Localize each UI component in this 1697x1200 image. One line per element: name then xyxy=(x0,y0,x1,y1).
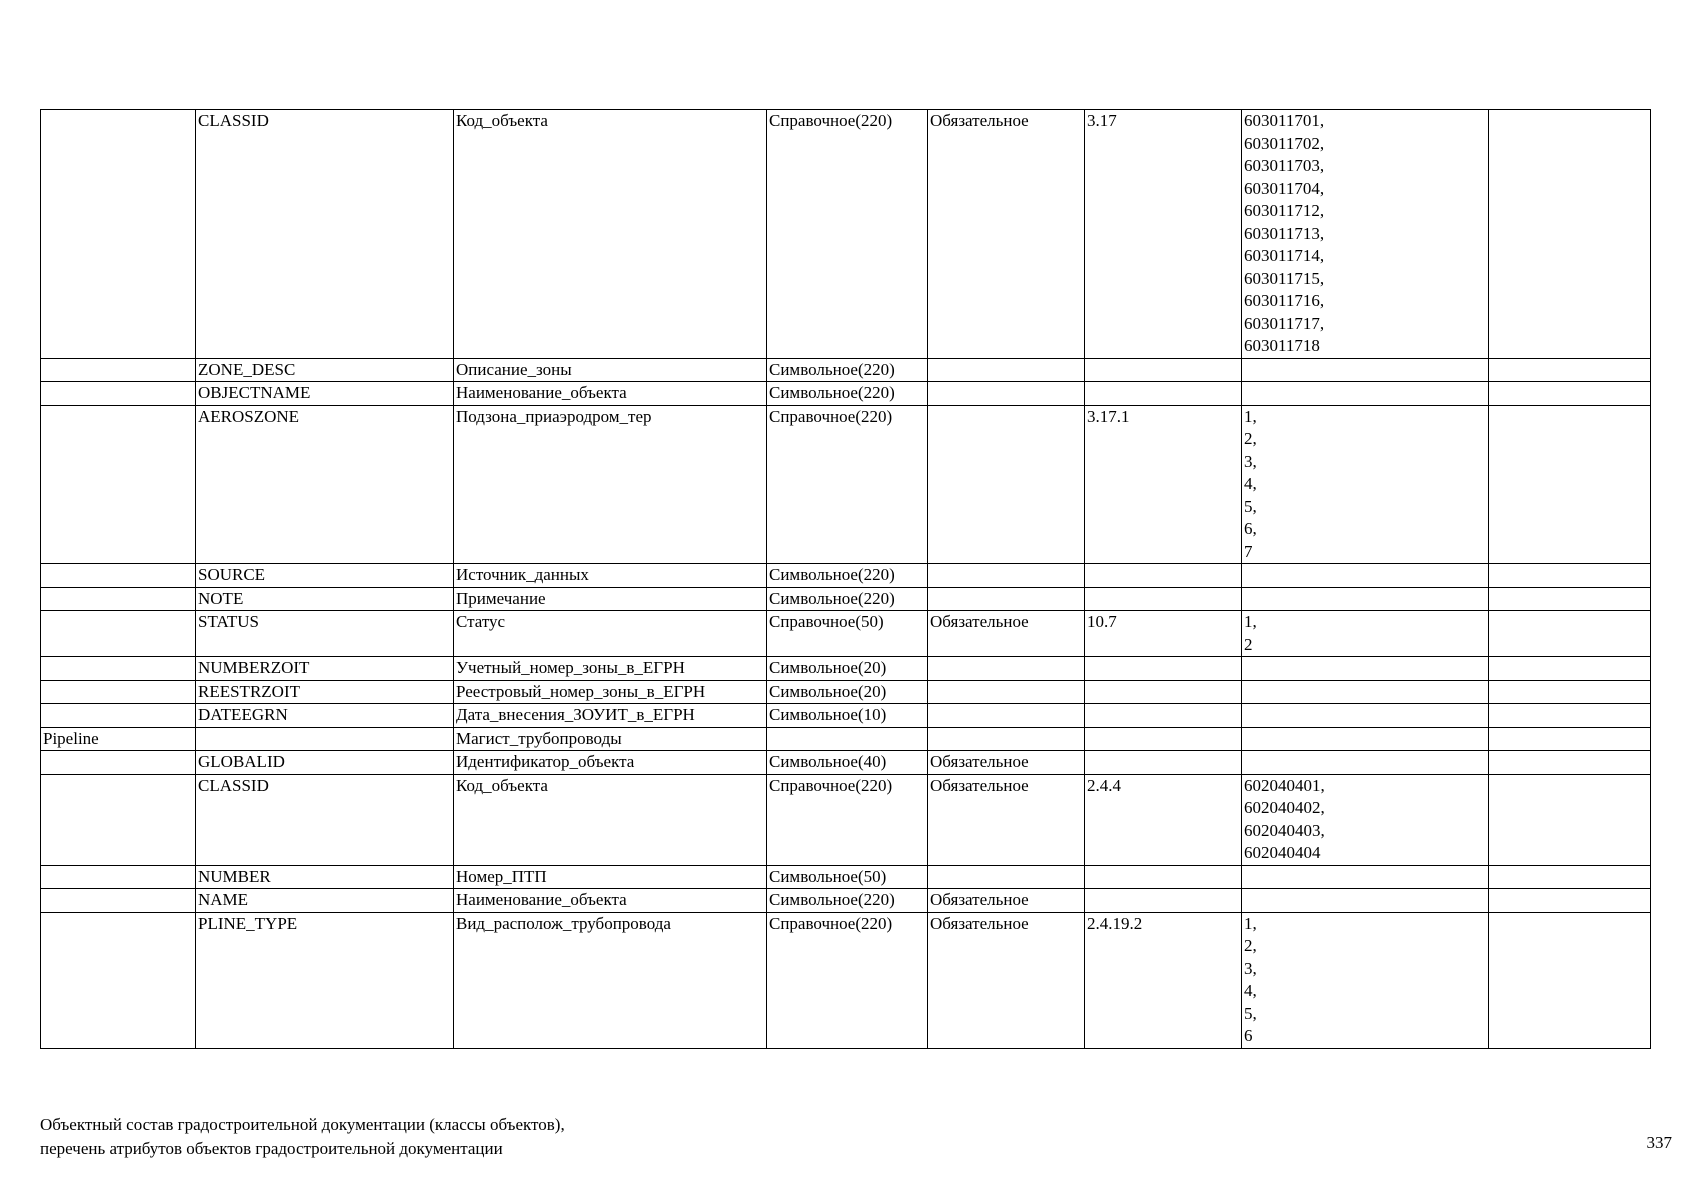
attribute-code-cell xyxy=(196,727,454,751)
class-name-cell xyxy=(41,889,196,913)
values-cell xyxy=(1242,865,1489,889)
note-cell xyxy=(1489,564,1651,588)
required-cell xyxy=(928,865,1085,889)
attribute-code-cell: NAME xyxy=(196,889,454,913)
note-cell xyxy=(1489,657,1651,681)
note-cell xyxy=(1489,912,1651,1048)
required-cell xyxy=(928,405,1085,564)
class-name-cell: Pipeline xyxy=(41,727,196,751)
attribute-name-cell: Наименование_объекта xyxy=(454,382,767,406)
attribute-code-cell: CLASSID xyxy=(196,110,454,359)
attribute-name-cell: Вид_располож_трубопровода xyxy=(454,912,767,1048)
attribute-name-cell: Реестровый_номер_зоны_в_ЕГРН xyxy=(454,680,767,704)
note-cell xyxy=(1489,889,1651,913)
required-cell xyxy=(928,657,1085,681)
values-cell xyxy=(1242,587,1489,611)
values-cell: 1, 2, 3, 4, 5, 6, 7 xyxy=(1242,405,1489,564)
reference-cell xyxy=(1085,865,1242,889)
footer-caption-line-2: перечень атрибутов объектов градостроительной документации xyxy=(40,1139,503,1158)
attribute-code-cell: SOURCE xyxy=(196,564,454,588)
type-cell: Символьное(40) xyxy=(767,751,928,775)
attribute-name-cell: Источник_данных xyxy=(454,564,767,588)
attribute-name-cell: Наименование_объекта xyxy=(454,889,767,913)
values-cell xyxy=(1242,889,1489,913)
required-cell xyxy=(928,727,1085,751)
required-cell: Обязательное xyxy=(928,889,1085,913)
required-cell xyxy=(928,704,1085,728)
reference-cell xyxy=(1085,358,1242,382)
reference-cell xyxy=(1085,587,1242,611)
table-row xyxy=(41,704,1651,728)
values-cell xyxy=(1242,358,1489,382)
type-cell: Справочное(220) xyxy=(767,912,928,1048)
required-cell xyxy=(928,587,1085,611)
class-name-cell xyxy=(41,865,196,889)
reference-cell: 3.17.1 xyxy=(1085,405,1242,564)
attribute-name-cell: Подзона_приаэродром_тер xyxy=(454,405,767,564)
reference-cell xyxy=(1085,657,1242,681)
type-cell: Символьное(220) xyxy=(767,889,928,913)
class-name-cell xyxy=(41,405,196,564)
reference-cell xyxy=(1085,727,1242,751)
attribute-code-cell: CLASSID xyxy=(196,774,454,865)
type-cell: Справочное(50) xyxy=(767,611,928,657)
attribute-name-cell: Статус xyxy=(454,611,767,657)
reference-cell: 2.4.19.2 xyxy=(1085,912,1242,1048)
attribute-name-cell: Описание_зоны xyxy=(454,358,767,382)
table-row xyxy=(41,358,1651,382)
attribute-code-cell: NUMBER xyxy=(196,865,454,889)
note-cell xyxy=(1489,704,1651,728)
required-cell: Обязательное xyxy=(928,774,1085,865)
reference-cell: 2.4.4 xyxy=(1085,774,1242,865)
type-cell: Справочное(220) xyxy=(767,405,928,564)
values-cell xyxy=(1242,564,1489,588)
note-cell xyxy=(1489,751,1651,775)
attribute-code-cell: REESTRZOIT xyxy=(196,680,454,704)
table-row xyxy=(41,774,1651,865)
table-row xyxy=(41,912,1651,1048)
table-row xyxy=(41,865,1651,889)
class-name-cell xyxy=(41,611,196,657)
attribute-name-cell: Примечание xyxy=(454,587,767,611)
class-name-cell xyxy=(41,382,196,406)
note-cell xyxy=(1489,774,1651,865)
reference-cell: 10.7 xyxy=(1085,611,1242,657)
values-cell xyxy=(1242,680,1489,704)
attribute-code-cell: GLOBALID xyxy=(196,751,454,775)
required-cell xyxy=(928,382,1085,406)
values-cell: 1, 2, 3, 4, 5, 6 xyxy=(1242,912,1489,1048)
class-name-cell xyxy=(41,358,196,382)
note-cell xyxy=(1489,587,1651,611)
note-cell xyxy=(1489,358,1651,382)
type-cell: Символьное(220) xyxy=(767,382,928,406)
footer-caption xyxy=(40,1113,565,1161)
attributes-table xyxy=(40,109,1651,1049)
values-cell: 602040401, 602040402, 602040403, 602040404 xyxy=(1242,774,1489,865)
type-cell: Символьное(20) xyxy=(767,657,928,681)
reference-cell xyxy=(1085,704,1242,728)
table-row xyxy=(41,587,1651,611)
table-row xyxy=(41,657,1651,681)
type-cell: Справочное(220) xyxy=(767,110,928,359)
type-cell: Символьное(50) xyxy=(767,865,928,889)
required-cell: Обязательное xyxy=(928,611,1085,657)
note-cell xyxy=(1489,727,1651,751)
class-name-cell xyxy=(41,680,196,704)
note-cell xyxy=(1489,405,1651,564)
table-row xyxy=(41,727,1651,751)
values-cell xyxy=(1242,727,1489,751)
footer-caption-line-1: Объектный состав градостроительной документации (классы объектов), xyxy=(40,1115,565,1134)
required-cell: Обязательное xyxy=(928,912,1085,1048)
required-cell xyxy=(928,358,1085,382)
required-cell: Обязательное xyxy=(928,751,1085,775)
values-cell xyxy=(1242,751,1489,775)
values-cell xyxy=(1242,704,1489,728)
table-body xyxy=(41,110,1651,1049)
attribute-code-cell: PLINE_TYPE xyxy=(196,912,454,1048)
table-row xyxy=(41,889,1651,913)
class-name-cell xyxy=(41,751,196,775)
attribute-code-cell: OBJECTNAME xyxy=(196,382,454,406)
class-name-cell xyxy=(41,110,196,359)
note-cell xyxy=(1489,382,1651,406)
values-cell xyxy=(1242,657,1489,681)
attribute-code-cell: DATEEGRN xyxy=(196,704,454,728)
attribute-code-cell: ZONE_DESC xyxy=(196,358,454,382)
table-row xyxy=(41,680,1651,704)
class-name-cell xyxy=(41,912,196,1048)
reference-cell: 3.17 xyxy=(1085,110,1242,359)
attribute-name-cell: Номер_ПТП xyxy=(454,865,767,889)
values-cell: 603011701, 603011702, 603011703, 603011704, 603011712, 603011713, 603011714, 603011715, 603011716, 603011717, 603011718 xyxy=(1242,110,1489,359)
type-cell: Символьное(20) xyxy=(767,680,928,704)
table-row xyxy=(41,611,1651,657)
required-cell: Обязательное xyxy=(928,110,1085,359)
reference-cell xyxy=(1085,751,1242,775)
table-row xyxy=(41,564,1651,588)
attribute-name-cell: Идентификатор_объекта xyxy=(454,751,767,775)
required-cell xyxy=(928,680,1085,704)
class-name-cell xyxy=(41,704,196,728)
class-name-cell xyxy=(41,774,196,865)
attribute-name-cell: Код_объекта xyxy=(454,774,767,865)
attribute-name-cell: Код_объекта xyxy=(454,110,767,359)
reference-cell xyxy=(1085,564,1242,588)
type-cell: Символьное(10) xyxy=(767,704,928,728)
table-row xyxy=(41,751,1651,775)
type-cell: Символьное(220) xyxy=(767,564,928,588)
type-cell xyxy=(767,727,928,751)
page-number: 337 xyxy=(1646,1133,1672,1152)
table-row xyxy=(41,382,1651,406)
table-row xyxy=(41,110,1651,359)
attribute-code-cell: AEROSZONE xyxy=(196,405,454,564)
attribute-code-cell: NUMBERZOIT xyxy=(196,657,454,681)
note-cell xyxy=(1489,110,1651,359)
attribute-name-cell: Учетный_номер_зоны_в_ЕГРН xyxy=(454,657,767,681)
attribute-name-cell: Магист_трубопроводы xyxy=(454,727,767,751)
type-cell: Символьное(220) xyxy=(767,587,928,611)
class-name-cell xyxy=(41,657,196,681)
required-cell xyxy=(928,564,1085,588)
class-name-cell xyxy=(41,564,196,588)
type-cell: Справочное(220) xyxy=(767,774,928,865)
reference-cell xyxy=(1085,382,1242,406)
attribute-name-cell: Дата_внесения_ЗОУИТ_в_ЕГРН xyxy=(454,704,767,728)
reference-cell xyxy=(1085,680,1242,704)
attribute-code-cell: NOTE xyxy=(196,587,454,611)
values-cell: 1, 2 xyxy=(1242,611,1489,657)
note-cell xyxy=(1489,611,1651,657)
values-cell xyxy=(1242,382,1489,406)
attribute-code-cell: STATUS xyxy=(196,611,454,657)
table-row xyxy=(41,405,1651,564)
note-cell xyxy=(1489,680,1651,704)
class-name-cell xyxy=(41,587,196,611)
note-cell xyxy=(1489,865,1651,889)
reference-cell xyxy=(1085,889,1242,913)
type-cell: Символьное(220) xyxy=(767,358,928,382)
